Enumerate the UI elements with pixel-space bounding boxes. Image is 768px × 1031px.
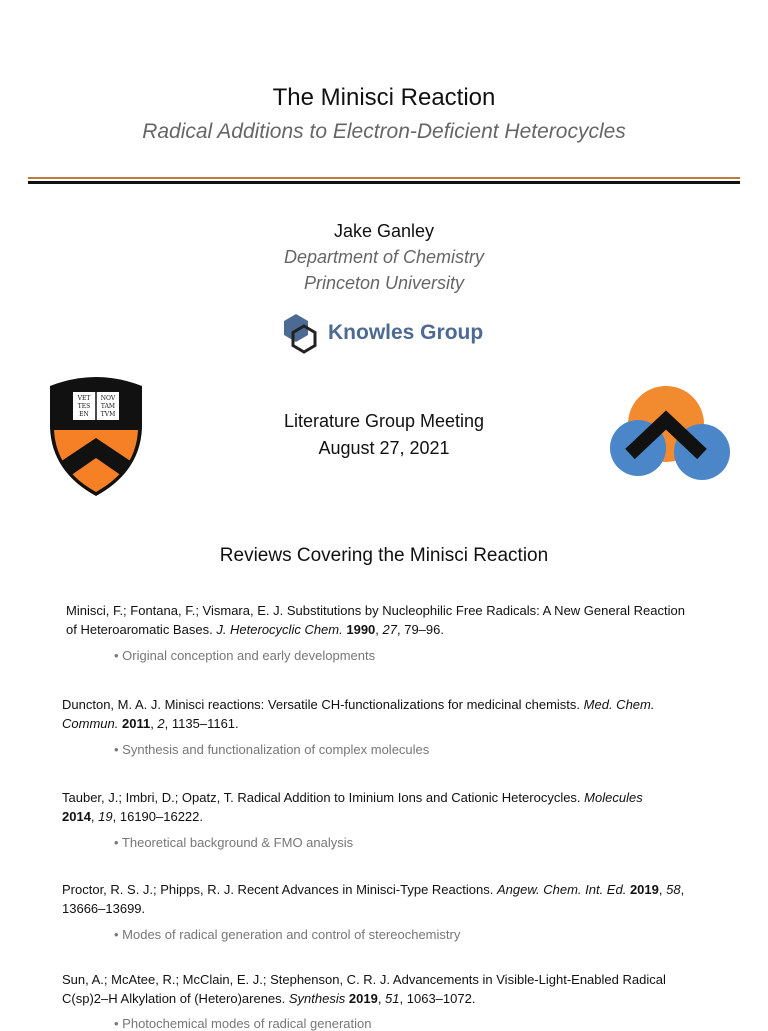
reference-2: Duncton, M. A. J. Minisci reactions: Versatile CH-functionalizations for medicinal chemists. Med. Chem. Commun. 2011, 2, 1135–1161. — [62, 697, 655, 731]
shield-text-4: NOV — [100, 395, 116, 402]
page-title: The Minisci Reaction — [272, 84, 496, 111]
author-department: Department of Chemistry — [283, 247, 485, 267]
meeting-title: Literature Group Meeting — [283, 411, 485, 431]
reviews-heading: Reviews Covering the Minisci Reaction — [219, 545, 549, 566]
princeton-shield-logo — [46, 372, 146, 498]
reference-1-note: • Original conception and early developments — [114, 648, 376, 663]
reference-5: Sun, A.; McAtee, R.; McClain, E. J.; Stephenson, C. R. J. Advancements in Visible-Light-Enabled Radical C(sp)2–H Alkylation of (Hetero)arenes. Synthesis 2019, 51, 1063–1072. — [62, 972, 666, 1006]
shield-text-5: TAM — [100, 403, 116, 410]
shield-text-3: EN — [79, 411, 89, 418]
reference-3: Tauber, J.; Imbri, D.; Opatz, T. Radical Addition to Iminium Ions and Cationic Heterocycles. Molecules 2014, 19, 16190–16222. — [62, 790, 643, 824]
reference-3-note: • Theoretical background & FMO analysis — [114, 835, 354, 850]
meeting-date: August 27, 2021 — [318, 438, 450, 458]
reference-4-note: • Modes of radical generation and control of stereochemistry — [114, 927, 461, 942]
page-subtitle: Radical Additions to Electron-Deficient Heterocycles — [142, 120, 626, 143]
divider-black — [28, 181, 740, 184]
shield-text-1: VET — [77, 395, 91, 402]
reference-1: Minisci, F.; Fontana, F.; Vismara, E. J. Substitutions by Nucleophilic Free Radicals: A New General Reaction of Heteroaromatic Bases. J. Heterocyclic Chem. 1990, 27, 79–96. — [66, 603, 685, 637]
knowles-group-label: Knowles Group — [328, 321, 484, 344]
reference-4: Proctor, R. S. J.; Phipps, R. J. Recent Advances in Minisci-Type Reactions. Angew. Chem. Int. Ed. 2019, 58, 13666–13699. — [62, 882, 685, 916]
knowles-circles-logo — [608, 380, 734, 484]
hexagon-icon — [282, 312, 322, 354]
shield-text-2: TES — [77, 403, 91, 410]
shield-text-6: TVM — [100, 411, 116, 418]
divider-orange — [28, 177, 740, 179]
author-university: Princeton University — [303, 273, 465, 293]
author-name: Jake Ganley — [333, 221, 435, 241]
reference-2-note: • Synthesis and functionalization of complex molecules — [114, 742, 430, 757]
knowles-group-logo — [282, 312, 483, 354]
reference-5-note: • Photochemical modes of radical generation — [114, 1016, 372, 1031]
